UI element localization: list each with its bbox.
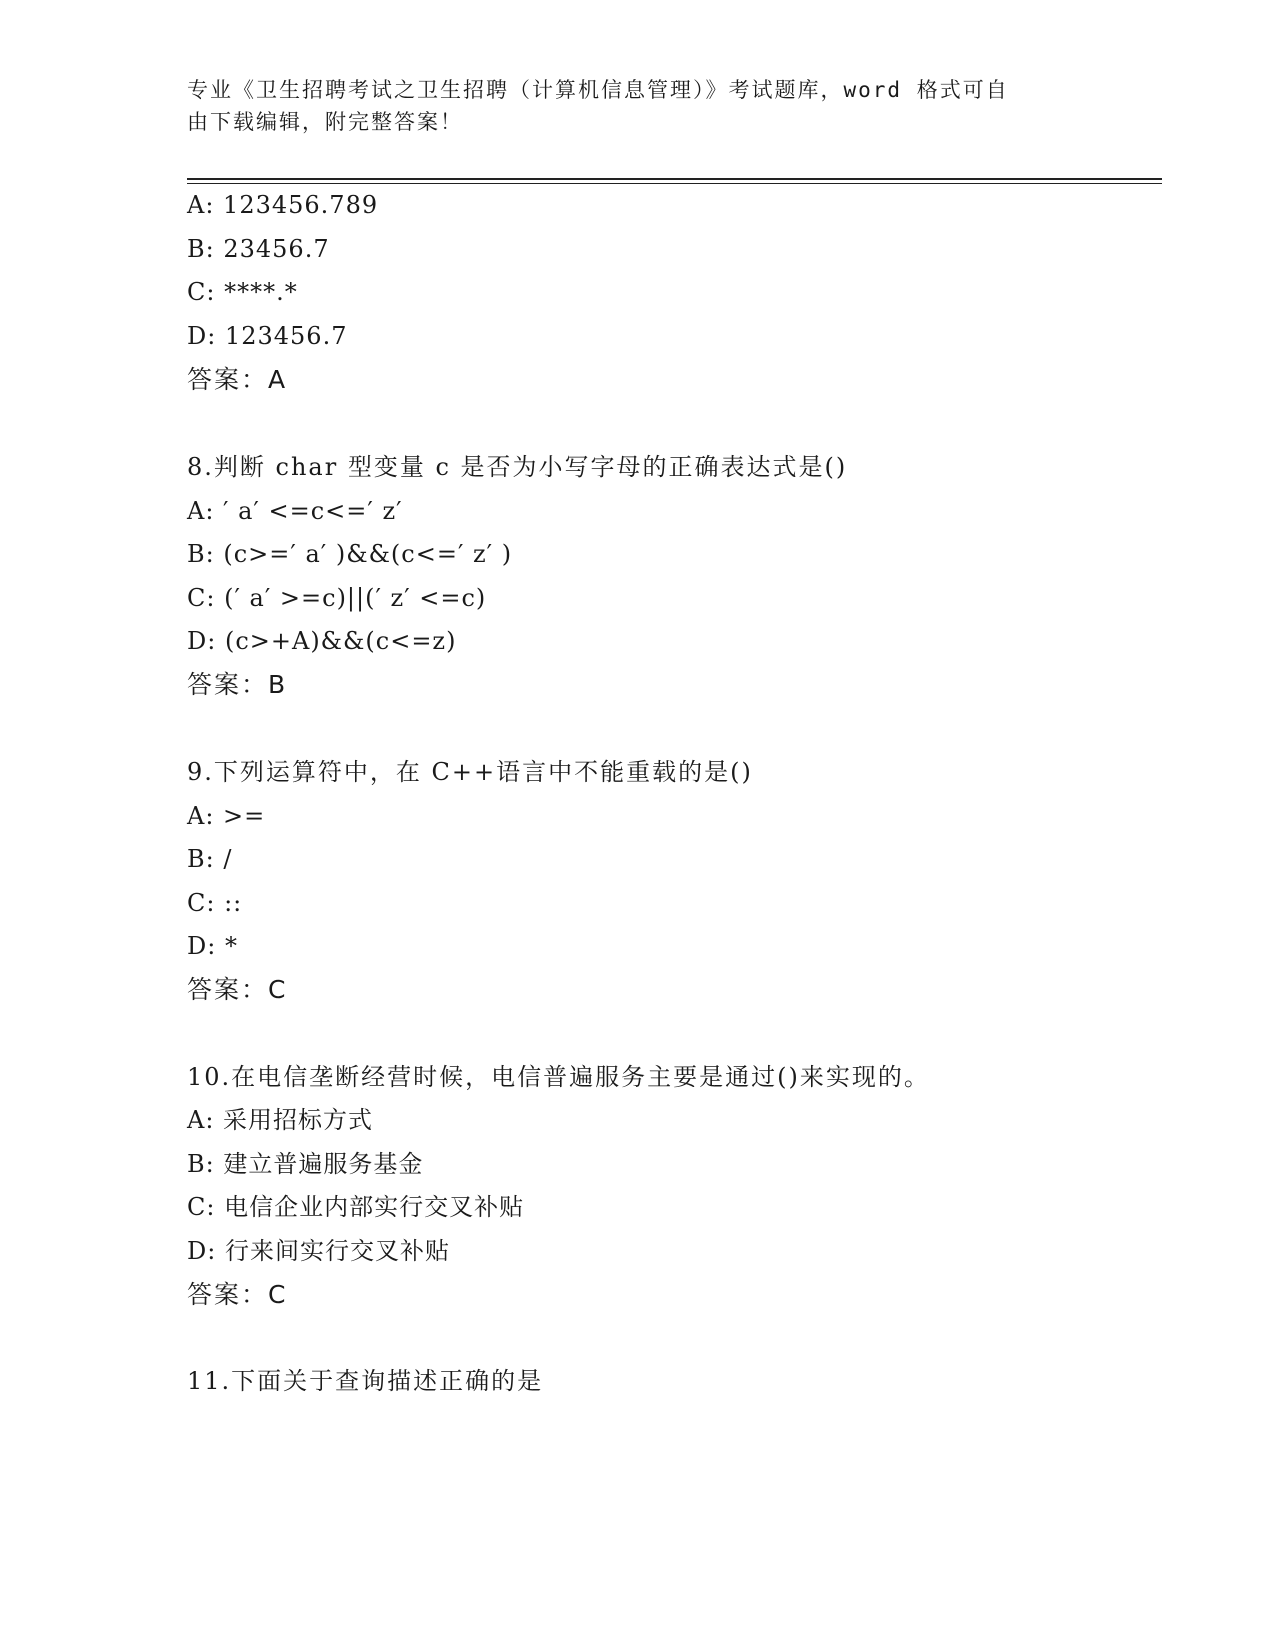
q7-answer: 答案：A: [187, 365, 288, 394]
header-divider-thick: [187, 178, 1162, 180]
document-header: [187, 74, 1087, 138]
header-line-2: 由下载编辑，附完整答案！: [187, 110, 463, 134]
q10-option-b: B: 建立普遍服务基金: [187, 1150, 424, 1178]
q7-option-d: D: 123456.7: [187, 322, 348, 350]
q8-option-d: D: (c>+A)&&(c<=z): [187, 627, 457, 655]
header-divider-thin: [187, 183, 1162, 184]
q10-option-a: A: 采用招标方式: [187, 1106, 374, 1134]
q10-question: 10.在电信垄断经营时候，电信普遍服务主要是通过()来实现的。: [187, 1063, 930, 1091]
q10-option-c: C: 电信企业内部实行交叉补贴: [187, 1193, 525, 1221]
q8-option-c: C: (′ a′ >=c)||(′ z′ <=c): [187, 584, 487, 612]
q8-option-a: A: ′ a′ <=c<=′ z′: [187, 497, 403, 525]
q8-option-b: B: (c>=′ a′ )&&(c<=′ z′ ): [187, 540, 513, 568]
q9-option-c: C: ::: [187, 889, 243, 917]
q9-answer: 答案：C: [187, 975, 288, 1004]
q9-option-b: B: /: [187, 845, 233, 873]
header-line-1: 专业《卫生招聘考试之卫生招聘（计算机信息管理）》考试题库，word 格式可自: [187, 78, 1009, 102]
q9-option-d: D: *: [187, 932, 238, 960]
q7-option-a: A: 123456.789: [187, 191, 379, 219]
q10-answer: 答案：C: [187, 1280, 288, 1309]
q9-question: 9.下列运算符中，在 C++语言中不能重载的是(): [187, 758, 753, 786]
q7-option-b: B: 23456.7: [187, 235, 330, 263]
q8-question: 8.判断 char 型变量 c 是否为小写字母的正确表达式是(): [187, 453, 848, 481]
q11-question: 11.下面关于查询描述正确的是: [187, 1367, 544, 1395]
q7-option-c: C: ****.*: [187, 278, 298, 306]
q8-answer: 答案：B: [187, 670, 288, 699]
q10-option-d: D: 行来间实行交叉补贴: [187, 1237, 450, 1265]
q9-option-a: A: >=: [187, 802, 266, 830]
